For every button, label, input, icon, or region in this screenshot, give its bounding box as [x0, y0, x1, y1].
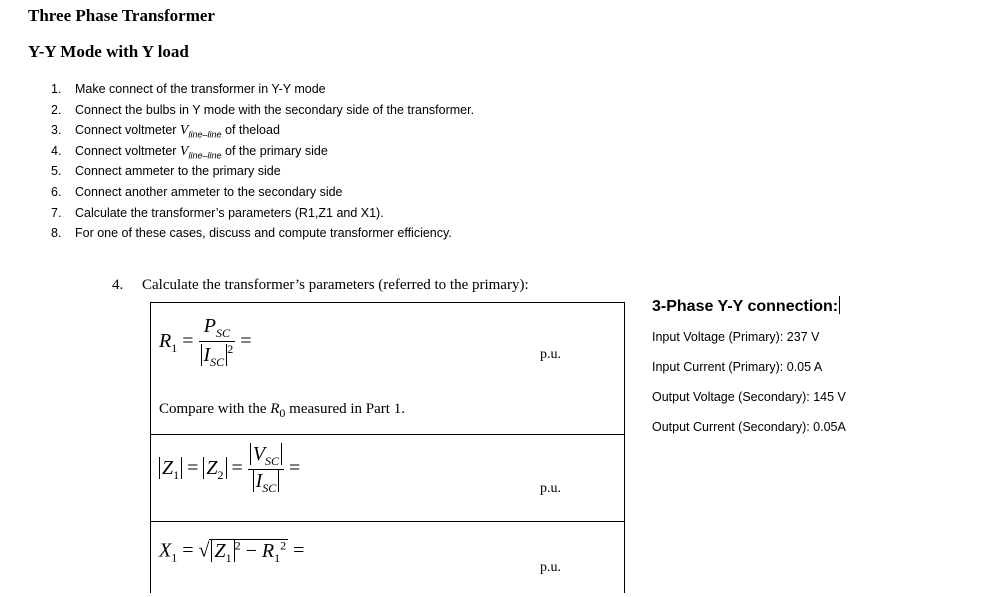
- section-subtitle: Y-Y Mode with Y load: [28, 42, 189, 61]
- document-title: Three Phase Transformer: [28, 6, 215, 25]
- compare-note: Compare with the $R_0$ measured in Part 1.: [159, 401, 405, 420]
- reading-input-current: Input Current (Primary): 0.05 A: [652, 360, 823, 374]
- parameters-table: [150, 302, 625, 593]
- list-item: 7. Calculate the transformer’s parameters (R1,Z1 and X1).: [51, 205, 384, 220]
- procedure-list: [51, 80, 474, 245]
- text-cursor: [839, 296, 840, 314]
- unit-label: p.u.: [540, 560, 561, 575]
- table-row: [151, 434, 624, 521]
- table-row: [151, 521, 624, 594]
- list-item: 2. Connect the bulbs in Y mode with the secondary side of the transformer.: [51, 102, 475, 117]
- unit-label: p.u.: [540, 481, 561, 496]
- table-row: [151, 303, 624, 434]
- list-item: 8. For one of these cases, discuss and compute transformer efficiency.: [51, 226, 452, 241]
- z1-formula: $Z_1 = Z_2$ = $\frac{V_{SC}}{I_{SC}}$ =: [159, 443, 300, 496]
- unit-label: p.u.: [540, 347, 561, 362]
- list-item: 1. Make connect of the transformer in Y-Y mode: [51, 82, 326, 96]
- x1-formula: $X_1$ = √ $Z_1^2 - R_1^2$ =: [159, 538, 305, 565]
- measurement-panel: [652, 296, 846, 450]
- reading-input-voltage: Input Voltage (Primary): 237 V: [652, 330, 820, 344]
- list-item: 6. Connect another ammeter to the secondary side: [51, 184, 343, 199]
- list-item: 4. Connect voltmeter $V_{line-line}$ of the primary side: [51, 143, 328, 161]
- list-item: 5. Connect ammeter to the primary side: [51, 164, 281, 179]
- list-item: 3. Connect voltmeter $V_{line-line}$ of theload: [51, 123, 280, 140]
- reading-output-voltage: Output Voltage (Secondary): 145 V: [652, 390, 846, 404]
- part-4-heading: 4. Calculate the transformer’s parameters (referred to the primary):: [112, 277, 529, 293]
- panel-title[interactable]: 3-Phase Y-Y connection:: [652, 298, 839, 315]
- r1-formula: $R_1$ = $\frac{P_{SC}}{I_{SC}^2}$ =: [159, 315, 252, 369]
- reading-output-current: Output Current (Secondary): 0.05A: [652, 420, 846, 434]
- readings-list: [652, 330, 846, 450]
